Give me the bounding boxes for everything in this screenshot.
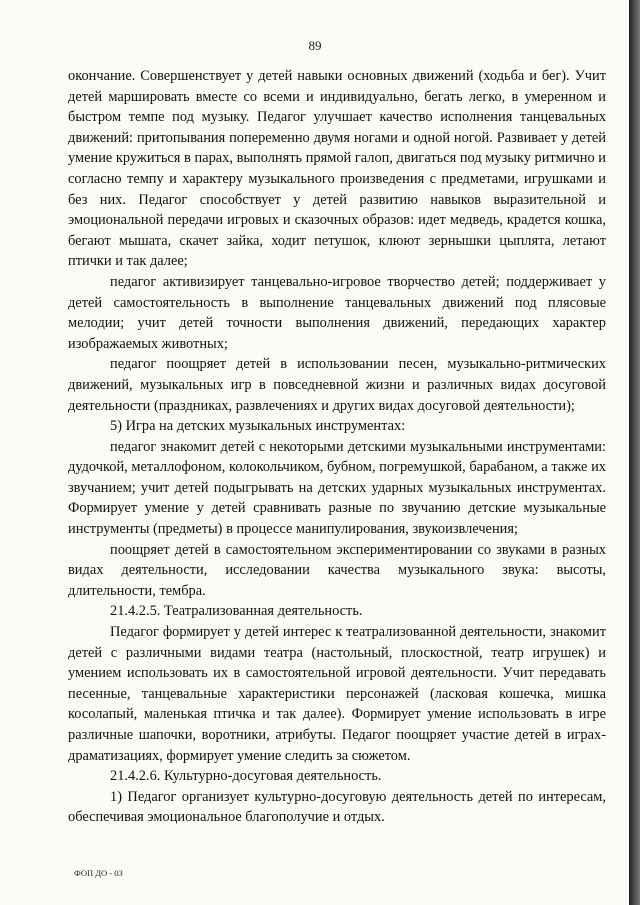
scan-border [630, 0, 640, 905]
paragraph-movements: окончание. Совершенствует у детей навыки основных движений (ходьба и бег). Учит детей маршировать вместе со всеми и индивидуально, бегать легко, в умеренном и быстром темпе под музыку. Педагог улучшает качество исполнения танцевальных движений: притопывания попеременно двумя ногами и одной ногой. Развивает у детей умение кружиться в парах, выполнять прямой галоп, двигаться под музыку ритмично и согласно темпу и характеру музыкального произведения с предметами, игрушками и без них. Педагог способствует у детей развитию навыков выразительной и эмоциональной передачи игровых и сказочных образов: идет медведь, крадется кошка, бегают мышата, скачет зайка, ходит петушок, клюют зернышки цыплята, летают птички и так далее; [68, 68, 606, 270]
heading-theatre: 21.4.2.5. Театрализованная деятельность. [110, 603, 363, 620]
paragraph-sound-experiment: поощряет детей в самостоятельном экспериментировании со звуками в разных видах деятельности, исследовании качества музыкального звука: высоты, длительности, тембра. [68, 541, 606, 599]
page-number: 89 [308, 38, 322, 53]
paragraph-instruments: педагог знакомит детей с некоторыми детскими музыкальными инструментами: дудочкой, металлофоном, колокольчиком, бубном, погремушкой, барабаном, а также их звучанием; учит детей подыгрывать на детских ударных музыкальных инструментах. Формирует умение у детей сравнивать разные по звучанию детские музыкальные инструменты (предметы) в процессе манипулирования, звукоизвлечения; [68, 438, 606, 538]
heading-instruments: 5) Игра на детских музыкальных инструментах: [110, 418, 406, 435]
heading-leisure: 21.4.2.6. Культурно-досуговая деятельность. [110, 768, 382, 785]
footer-code: ФОП ДО - 03 [74, 868, 123, 878]
paragraph-songs-leisure: педагог поощряет детей в использовании песен, музыкально-ритмических движений, музыкальных игр в повседневной жизни и различных видах досуговой деятельности (праздниках, развлечениях и других видах досуговой деятельности); [68, 356, 606, 414]
page-body [68, 66, 606, 828]
paragraph-leisure: 1) Педагог организует культурно-досуговую деятельность детей по интересам, обеспечивая эмоциональное благополучие и отдых. [68, 788, 606, 826]
paragraph-dance-creativity: педагог активизирует танцевально-игровое творчество детей; поддерживает у детей самостоятельность в выполнение танцевальных движений под плясовые мелодии; учит детей точности выполнения движений, передающих характер изображаемых животных; [68, 273, 606, 352]
paragraph-theatre: Педагог формирует у детей интерес к театрализованной деятельности, знакомит детей с различными видами театра (настольный, плоскостной, театр игрушек) и умением использовать их в самостоятельной игровой деятельности. Учит передавать песенные, танцевальные характеристики персонажей (ласковая кошечка, мишка косолапый, маленькая птичка и так далее). Формирует умение использовать в игре различные шапочки, воротники, атрибуты. Педагог поощряет участие детей в играх-драматизациях, формирует умение следить за сюжетом. [68, 624, 606, 764]
